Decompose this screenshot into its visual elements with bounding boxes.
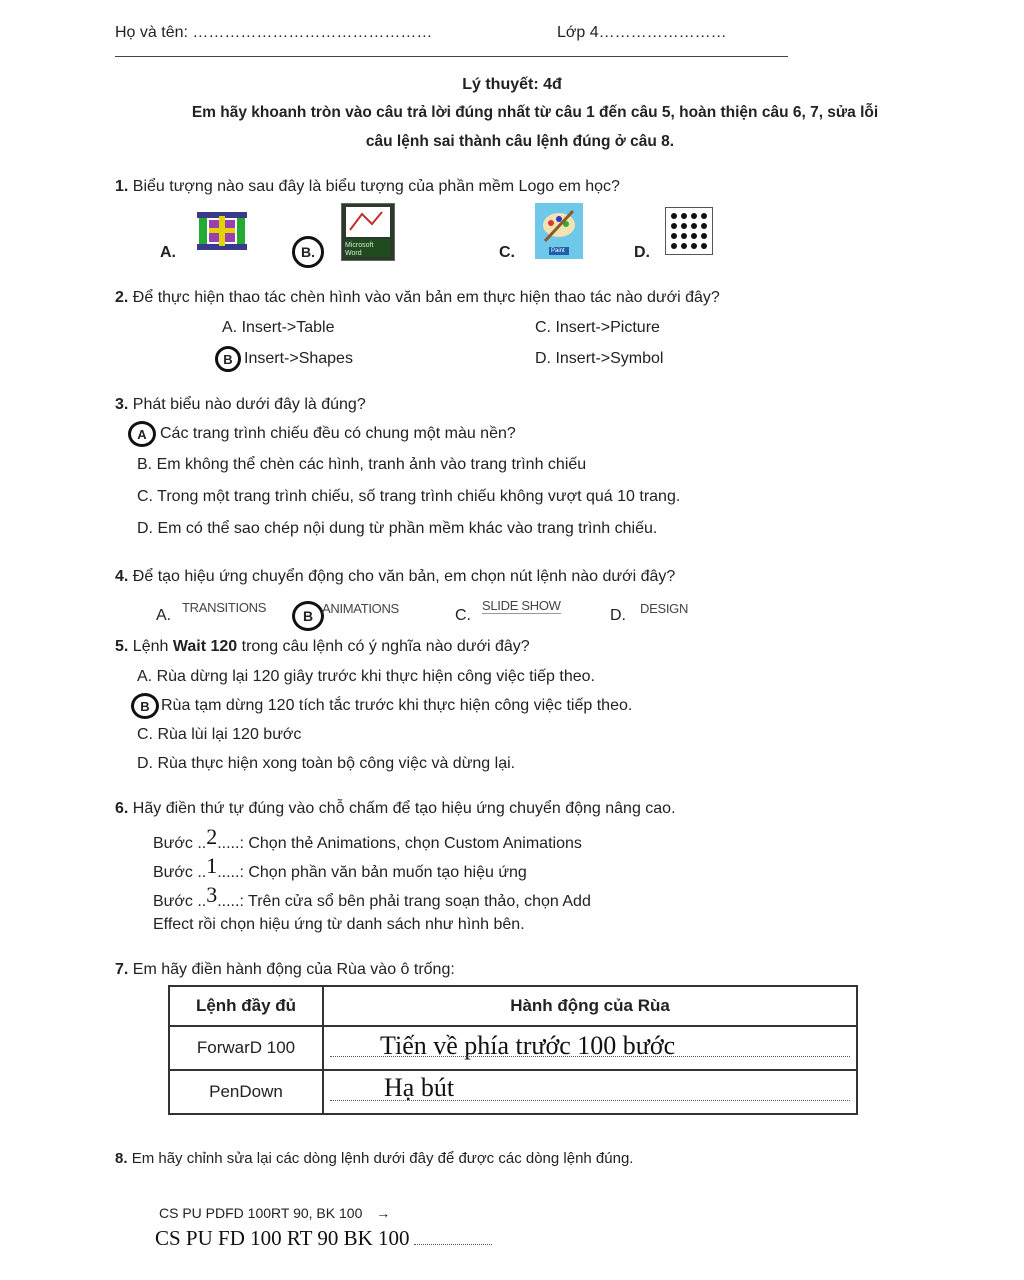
q4-option-b-circled: B <box>292 601 324 631</box>
microsoft-word-icon <box>341 203 395 261</box>
step-word: Bước <box>153 835 193 852</box>
logo-icon <box>195 208 249 254</box>
name-field-label: Họ và tên: ……………………………………… <box>115 24 433 41</box>
q8-wrong-command <box>159 1205 390 1221</box>
step-text: Chọn phần văn bản muốn tạo hiệu ứng <box>248 864 527 881</box>
q6-step-3 <box>153 882 591 912</box>
design-tab-label: DESIGN <box>640 601 689 616</box>
q2-option-b-circled: B <box>215 346 241 372</box>
q4-option-a: A. <box>156 607 172 624</box>
question-number: 1. <box>115 178 129 195</box>
question-number: 6. <box>115 800 129 817</box>
question-text-command: Wait 120 <box>172 638 238 655</box>
step-dots: .. <box>197 835 207 852</box>
q3-option-c: C. Trong một trang trình chiếu, số trang trình chiếu không vượt quá 10 trang. <box>137 488 681 505</box>
step-text: Trên cửa sổ bên phải trang soạn thảo, chọn Add <box>248 893 591 910</box>
q8-answer <box>155 1226 492 1251</box>
q3-option-a: Các trang trình chiếu đều có chung một màu nền? <box>160 425 516 442</box>
arrow-right-icon: → <box>376 1205 391 1221</box>
question-number: 5. <box>115 638 129 655</box>
question-text: Em hãy chỉnh sửa lại các dòng lệnh dưới đây để được các dòng lệnh đúng. <box>131 1150 634 1167</box>
step-answer-handwritten: 2 <box>206 824 218 849</box>
step-dots: .....: <box>217 893 244 910</box>
q1-option-d: D. <box>634 244 650 261</box>
q1-option-a: A. <box>160 244 176 261</box>
q1-option-b-circled: B. <box>292 236 324 268</box>
question-text-pre: Lệnh <box>132 638 169 655</box>
header-divider <box>115 56 788 57</box>
question-text: Để tạo hiệu ứng chuyển động cho văn bản, em chọn nút lệnh nào dưới đây? <box>132 568 676 585</box>
question-text: Phát biểu nào dưới đây là đúng? <box>132 396 366 413</box>
q1-option-c: C. <box>499 244 515 261</box>
animations-tab-label: ANIMATIONS <box>322 601 399 616</box>
q2-option-b: Insert->Shapes <box>244 350 353 367</box>
answer-handwritten: Hạ bút <box>384 1073 455 1102</box>
instruction-line-1: Em hãy khoanh tròn vào câu trả lời đúng nhất từ câu 1 đến câu 5, hoàn thiện câu 6, 7, sửa lỗi <box>191 104 879 121</box>
q3-option-a-circled: A <box>128 421 156 447</box>
table-cell-command: PenDown <box>169 1070 323 1114</box>
q2-option-a: A. Insert->Table <box>222 319 335 336</box>
question-4 <box>115 568 675 586</box>
table-cell-command: ForwarD 100 <box>169 1026 323 1070</box>
question-number: 3. <box>115 396 129 413</box>
q5-option-d: D. Rùa thực hiện xong toàn bộ công việc và dừng lại. <box>137 755 516 772</box>
step-dots: .....: <box>217 835 244 852</box>
question-text: Để thực hiện thao tác chèn hình vào văn bản em thực hiện thao tác nào dưới đây? <box>132 289 720 306</box>
section-title: Lý thuyết: 4đ <box>462 76 562 93</box>
question-7 <box>115 961 455 979</box>
question-text-post: trong câu lệnh có ý nghĩa nào dưới đây? <box>241 638 530 655</box>
question-2 <box>115 289 720 307</box>
corrected-command-handwritten: CS PU FD 100 RT 90 BK 100 <box>155 1226 410 1250</box>
paint-icon <box>535 203 583 259</box>
q4-option-d: D. <box>610 607 626 624</box>
answer-handwritten: Tiến về phía trước 100 bước <box>380 1031 676 1060</box>
question-3 <box>115 396 366 414</box>
step-dots: .. <box>197 893 207 910</box>
question-8 <box>115 1150 633 1167</box>
question-number: 2. <box>115 289 129 306</box>
table-row <box>169 1070 857 1114</box>
step-word: Bước <box>153 864 193 881</box>
step-answer-handwritten: 1 <box>206 853 218 878</box>
step-word: Bước <box>153 893 193 910</box>
step-text: Chọn thẻ Animations, chọn Custom Animations <box>248 835 582 852</box>
instruction-line-2: câu lệnh sai thành câu lệnh đúng ở câu 8. <box>365 133 675 150</box>
q4-option-c: C. <box>455 607 471 624</box>
question-number: 4. <box>115 568 129 585</box>
answer-dotted-line <box>330 1100 850 1101</box>
step-dots: .....: <box>217 864 244 881</box>
q2-option-c: C. Insert->Picture <box>535 319 660 336</box>
transitions-tab-label: TRANSITIONS <box>182 600 267 615</box>
table-cell-action <box>323 1026 857 1070</box>
slide-show-tab-label: SLIDE SHOW <box>482 598 561 613</box>
q5-option-b-circled: B <box>131 693 159 719</box>
q3-option-d: D. Em có thể sao chép nội dung từ phần mềm khác vào trang trình chiếu. <box>137 520 658 537</box>
question-6 <box>115 800 676 818</box>
paint-icon-caption: Paint <box>551 248 565 254</box>
step-dots: .. <box>197 864 207 881</box>
question-1 <box>115 178 620 196</box>
word-icon-caption: Microsoft Word <box>345 242 374 257</box>
class-field-label: Lớp 4…………………… <box>557 24 727 41</box>
q5-option-b: Rùa tạm dừng 120 tích tắc trước khi thực hiện công việc tiếp theo. <box>161 697 633 714</box>
q5-option-c: C. Rùa lùi lại 120 bước <box>137 726 302 743</box>
question-number: 7. <box>115 961 129 978</box>
table-header-command: Lệnh đầy đủ <box>169 986 323 1026</box>
question-text: Hãy điền thứ tự đúng vào chỗ chấm để tạo hiệu ứng chuyển động nâng cao. <box>132 800 676 817</box>
turtle-action-table <box>168 985 858 1115</box>
answer-dotted-line <box>330 1056 850 1057</box>
wrong-command-text: CS PU PDFD 100RT 90, BK 100 <box>159 1205 363 1221</box>
question-text: Biểu tượng nào sau đây là biểu tượng của phần mềm Logo em học? <box>132 178 620 195</box>
table-header-row <box>169 986 857 1026</box>
q5-option-a: A. Rùa dừng lại 120 giây trước khi thực hiện công việc tiếp theo. <box>137 668 595 685</box>
dot-grid-icon <box>665 207 713 255</box>
question-number: 8. <box>115 1150 128 1167</box>
question-5 <box>115 638 530 656</box>
q6-continuation: Effect rồi chọn hiệu ứng từ danh sách như hình bên. <box>153 916 525 933</box>
table-row <box>169 1026 857 1070</box>
q6-step-2 <box>153 853 527 883</box>
step-answer-handwritten: 3 <box>206 882 218 907</box>
question-text: Em hãy điền hành động của Rùa vào ô trống: <box>132 961 455 978</box>
table-cell-action <box>323 1070 857 1114</box>
answer-dotted-line <box>414 1244 492 1245</box>
q2-option-d: D. Insert->Symbol <box>535 350 664 367</box>
q6-step-1 <box>153 824 582 854</box>
table-header-action: Hành động của Rùa <box>323 986 857 1026</box>
q3-option-b: B. Em không thể chèn các hình, tranh ảnh vào trang trình chiếu <box>137 456 587 473</box>
